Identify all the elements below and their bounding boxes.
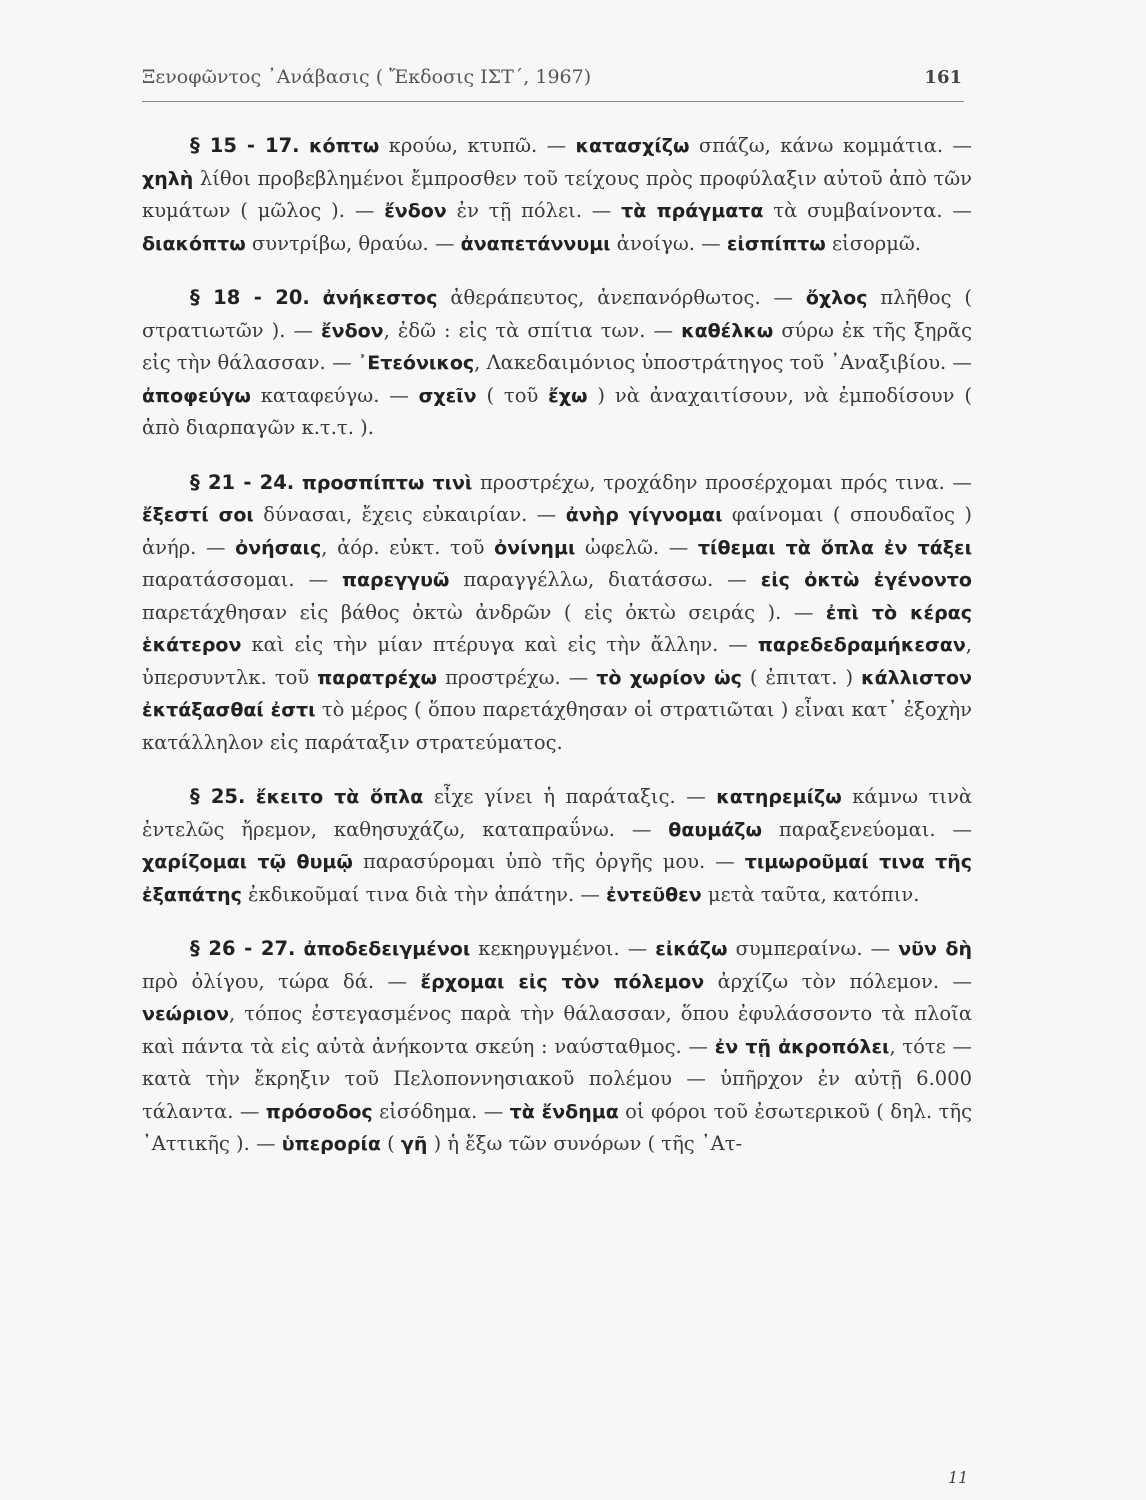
gloss-text: παραξενεύομαι. — — [762, 817, 972, 841]
gloss-text: ( ἐπιτατ. ) — [741, 665, 862, 689]
lemma-term: ἀνήκεστος — [322, 287, 438, 309]
gloss-text: προστρέχω, τροχάδην προσέρχομαι πρός τινα. — — [472, 470, 973, 494]
section-number: § 21 - 24. — [190, 470, 295, 494]
gloss-text: καταφεύγω. — — [250, 383, 419, 407]
commentary-paragraph — [142, 282, 972, 445]
lemma-term: ὄχλος — [805, 287, 868, 309]
gloss-text: σύρω ἐκ τῆς ξηρᾶς εἰς τὴν θάλασσαν. — — [142, 318, 973, 374]
gloss-text: κεκηρυγμένοι. — — [470, 937, 656, 960]
gloss-text: παραγγέλλω, διατάσσω. — — [449, 568, 761, 591]
lemma-term: χαρίζομαι τῷ θυμῷ — [142, 851, 353, 873]
lemma-term: προσπίπτω τινὶ — [301, 471, 473, 494]
lemma-term: ἐν τῇ ἀκροπόλει — [714, 1035, 890, 1058]
gloss-text: , Λακεδαιμόνιος ὑποστράτηγος τοῦ ᾿Αναξιβίου. — — [474, 351, 972, 374]
section-number: § 26 - 27. — [190, 937, 296, 960]
lemma-term: παρατρέχω — [317, 666, 438, 689]
page-number: 161 — [924, 67, 962, 88]
lemma-term: ᾿Ετεόνικος — [357, 352, 475, 374]
gloss-text: , τότε — κατὰ τὴν ἔκρηξιν τοῦ Πελοποννησιακοῦ πολέμου — ὑπῆρχον ἐν αὐτῇ 6.000 τάλαντα. — — [142, 1034, 972, 1123]
lemma-term: παρεδεδραμήκεσαν — [757, 634, 966, 656]
lemma-term: ἀνὴρ γίγνομαι — [565, 504, 723, 526]
lemma-term: ὑπερορία — [281, 1133, 381, 1155]
lemma-term: τὰ ἔνδημα — [509, 1100, 619, 1123]
gloss-text: εἰσορμῶ. — [825, 231, 921, 255]
lemma-term: ἔνδον — [384, 200, 447, 222]
lemma-term: ἐπὶ τὸ κέρας ἑκάτερον — [142, 601, 972, 656]
lemma-term: γῆ — [400, 1133, 428, 1155]
commentary-body — [142, 130, 972, 1183]
gloss-text: ) νὰ ἀναχαιτίσουν, νὰ ἐμποδίσουν ( ἀπὸ διαρπαγῶν κ.τ.τ. ). — [142, 383, 972, 439]
gloss-text: σπάζω, κάνω κομμάτια. — — [689, 134, 973, 157]
lemma-term: εἰσπίπτω — [726, 232, 826, 255]
lemma-term: κατασχίζω — [575, 135, 690, 157]
lemma-term: ἔρχομαι εἰς τὸν πόλεμον — [420, 970, 705, 993]
gloss-text: , ὑπερσυντλκ. τοῦ — [142, 633, 972, 689]
lemma-term: τὰ πράγματα — [621, 200, 764, 222]
running-title: Ξενοφῶντος ᾿Ανάβασις ( Ἔκδοσις ΙΣΤ΄, 1967) — [142, 66, 592, 88]
gloss-text: καὶ εἰς τὴν μίαν πτέρυγα καὶ εἰς τὴν ἄλλην. — — [241, 633, 758, 656]
gloss-text: εἶχε γίνει ἡ παράταξις. — — [423, 785, 717, 808]
lemma-term: νῦν δὴ — [898, 938, 972, 960]
lemma-term: παρεγγυῶ — [341, 569, 450, 591]
commentary-paragraph — [142, 781, 972, 911]
lemma-term: θαυμάζω — [668, 818, 762, 841]
lemma-term: ὀνήσαις — [235, 536, 322, 559]
lemma-term: καθέλκω — [681, 319, 774, 342]
signature-mark: 11 — [948, 1468, 969, 1487]
gloss-text: φαίνομαι ( σπουδαῖος ) ἀνήρ. — — [142, 503, 972, 559]
lemma-term: πρόσοδος — [265, 1100, 373, 1123]
lemma-term: ἀποφεύγω — [142, 384, 251, 407]
lemma-term: ἀναπετάννυμι — [460, 232, 611, 255]
gloss-text: συμπεραίνω. — — [727, 937, 899, 960]
lemma-term: ἔξεστί σοι — [142, 504, 254, 526]
commentary-paragraph — [142, 933, 972, 1161]
gloss-text: κάμνω τινὰ ἐντελῶς ἤρεμον, καθησυχάζω, καταπραΰνω. — — [142, 785, 972, 841]
gloss-text: πλῆθος ( στρατιωτῶν ). — — [142, 286, 973, 342]
lemma-term: ἔκειτο τὰ ὅπλα — [255, 786, 424, 808]
section-number: § 25. — [190, 785, 246, 808]
gloss-text: εἰσόδημα. — — [372, 1099, 510, 1123]
lemma-term: σχεῖν — [418, 384, 477, 407]
lemma-term: χηλὴ — [142, 167, 194, 190]
lemma-term: ἀποδεδειγμένοι — [303, 938, 471, 960]
gloss-text: , τόπος ἐστεγασμένος παρὰ τὴν θάλασσαν, ὅπου ἐφυλάσσοντο τὰ πλοῖα καὶ πάντα τὰ εἰς αὐτὰ ἀνήκοντα σκεύη : ναύσταθμος. — — [142, 1002, 972, 1058]
header-rule — [142, 101, 964, 102]
lemma-term: εἰς ὀκτὼ ἐγένοντο — [760, 569, 972, 591]
gloss-text: ( τοῦ — [476, 383, 549, 407]
gloss-text: ἀθεράπευτος, ἀνεπανόρθωτος. — — [437, 286, 806, 309]
lemma-term: τίθεμαι τὰ ὅπλα ἐν τάξει — [697, 536, 973, 559]
gloss-text: ) ἡ ἔξω τῶν συνόρων ( τῆς ᾿Ατ- — [427, 1132, 743, 1155]
gloss-text: παρετάχθησαν εἰς βάθος ὀκτὼ ἀνδρῶν ( εἰς ὀκτὼ σειράς ). — — [142, 600, 826, 624]
gloss-text: ἐν τῇ πόλει. — — [446, 199, 622, 222]
gloss-text: τὰ συμβαίνοντα. — — [763, 199, 972, 222]
lemma-term: ἐντεῦθεν — [606, 883, 702, 906]
page-header — [142, 66, 962, 88]
lemma-term: νεώριον — [142, 1003, 230, 1025]
lemma-term: εἰκάζω — [655, 938, 728, 960]
section-number: § 18 - 20. — [190, 286, 310, 309]
lemma-term: ἔνδον — [321, 319, 384, 342]
gloss-text: δύνασαι, ἔχεις εὐκαιρίαν. — — [253, 503, 566, 526]
gloss-text: παρασύρομαι ὑπὸ τῆς ὀργῆς μου. — — [352, 850, 745, 873]
gloss-text: τὸ μέρος ( ὅπου παρετάχθησαν οἱ στρατιῶται ) εἶναι κατ᾿ ἐξοχὴν κατάλληλον εἰς παράταξιν στρατεύματος. — [142, 698, 973, 754]
lemma-term: κατηρεμίζω — [716, 786, 842, 808]
section-number: § 15 - 17. — [190, 134, 300, 157]
lemma-term: κάλλιστον ἐκτάξασθαί ἐστι — [142, 666, 972, 721]
gloss-text: μετὰ ταῦτα, κατόπιν. — [701, 882, 920, 906]
gloss-text: ἀνοίγω. — — [610, 231, 727, 255]
gloss-text: προστρέχω. — — [437, 665, 597, 689]
commentary-paragraph — [142, 467, 972, 760]
gloss-text: ( — [380, 1132, 401, 1155]
gloss-text: ἀρχίζω τὸν πόλεμον. — — [704, 969, 972, 993]
gloss-text: κρούω, κτυπῶ. — — [379, 134, 576, 157]
gloss-text: , ἀόρ. εὐκτ. τοῦ — [321, 535, 495, 559]
lemma-term: τὸ χωρίον ὡς — [596, 666, 742, 689]
lemma-term: κόπτω — [309, 135, 380, 157]
gloss-text: πρὸ ὀλίγου, τώρα δά. — — [142, 969, 421, 993]
gloss-text: οἱ φόροι τοῦ ἐσωτερικοῦ ( δηλ. τῆς ᾿Αττικῆς ). — — [142, 1099, 972, 1155]
gloss-text: ὠφελῶ. — — [575, 535, 698, 559]
gloss-text: λίθοι προβεβλημένοι ἔμπροσθεν τοῦ τείχους πρὸς προφύλαξιν αὐτοῦ ἀπὸ τῶν κυμάτων ( μῶλος ). — — [142, 166, 972, 222]
lemma-term: διακόπτω — [142, 232, 246, 255]
lemma-term: ὀνίνημι — [494, 536, 576, 559]
lemma-term: τιμωροῦμαί τινα τῆς ἐξαπάτης — [142, 851, 972, 906]
gloss-text: ἐκδικοῦμαί τινα διὰ τὴν ἀπάτην. — — [241, 882, 607, 906]
gloss-text: παρατάσσομαι. — — [142, 568, 342, 591]
lemma-term: ἔχω — [548, 384, 588, 407]
commentary-paragraph — [142, 130, 972, 260]
gloss-text: συντρίβω, θραύω. — — [245, 231, 461, 255]
gloss-text: , ἐδῶ : εἰς τὰ σπίτια των. — — [383, 318, 682, 342]
